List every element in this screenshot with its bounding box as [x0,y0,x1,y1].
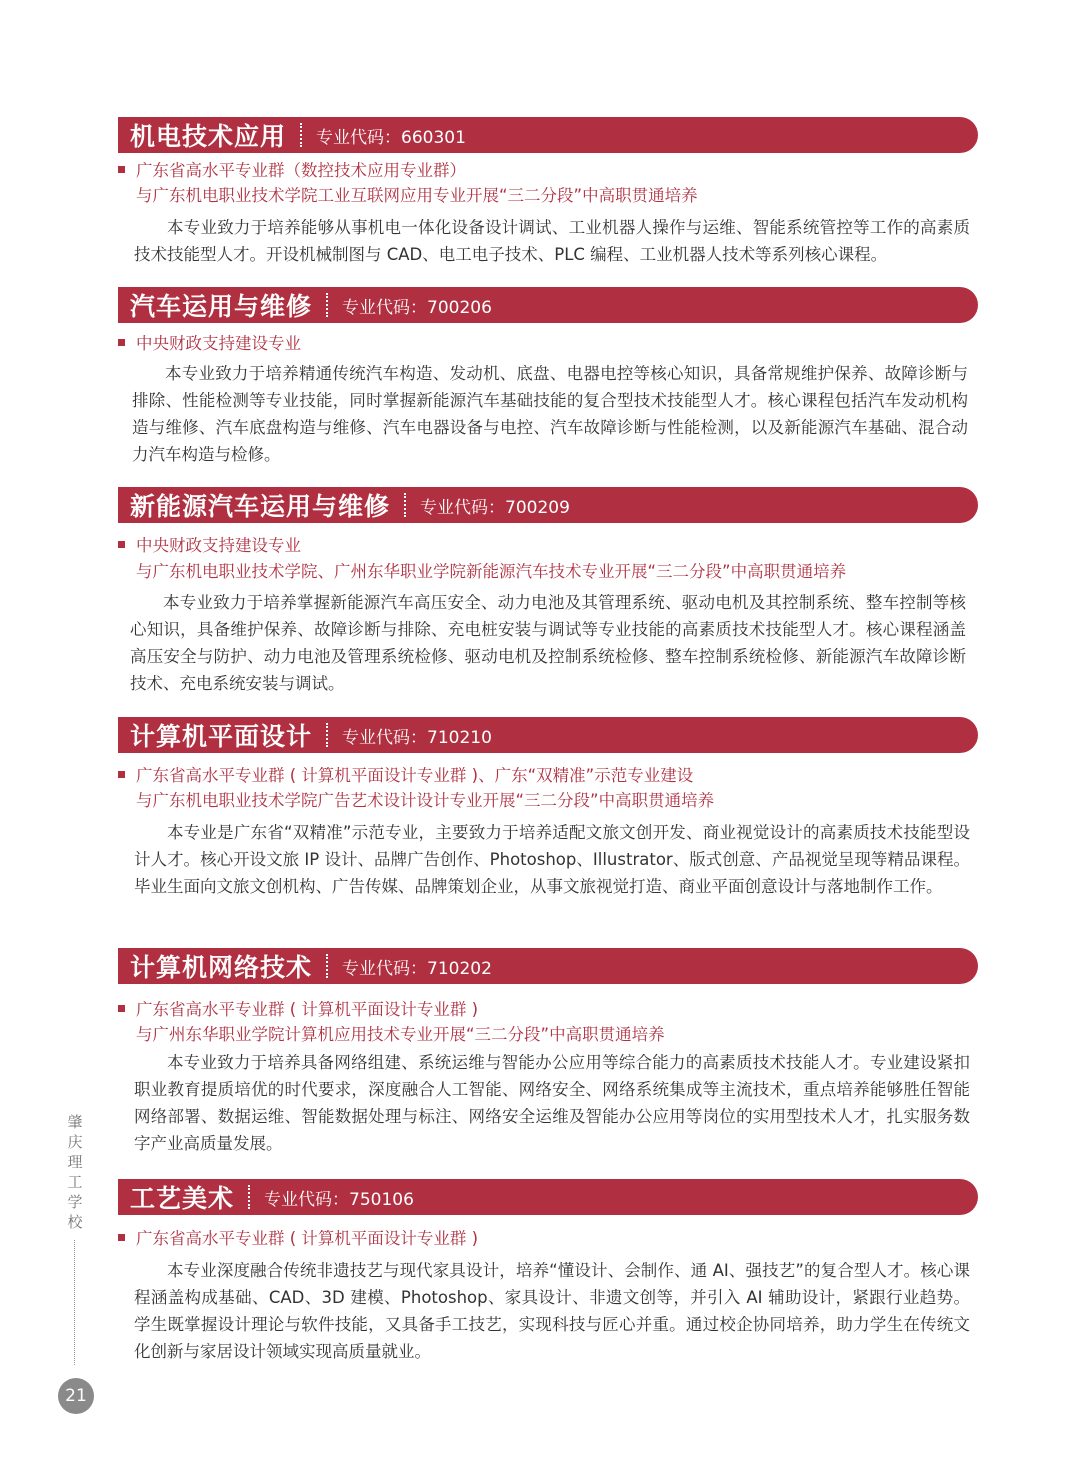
major-description: 本专业深度融合传统非遗技艺与现代家具设计，培养“懂设计、会制作、通 AI、强技艺”的复合型人才。核心课程涵盖构成基础、CAD、3D 建模、Photoshop、家具设计、非遗文创等，并引入 AI 辅助设计，紧跟行业趋势。学生既掌握设计理论与软件技能，又具备手工技艺，实现科技与匠心并重。通过校企协同培养，助力学生在传统文化创新与家居设计领域实现高质量就业。 [134,1261,970,1361]
major-code: 专业代码：660301 [316,127,466,148]
square-bullet-icon [118,541,125,548]
square-bullet-icon [118,339,125,346]
major-banner [118,287,978,323]
banner-separator [248,1185,250,1209]
major-banner [118,487,978,523]
major-subline: 与广东机电职业技术学院工业互联网应用专业开展“三二分段”中高职贯通培养 [136,186,698,205]
major-tag: 中央财政支持建设专业 [118,333,301,355]
square-bullet-icon [118,771,125,778]
square-bullet-icon [118,1234,125,1241]
major-tag: 广东省高水平专业群（数控技术应用专业群） [118,160,466,182]
major-banner [118,117,978,153]
major-code: 专业代码：750106 [264,1189,414,1210]
school-name-vertical: 肇庆理工学校 [67,1113,83,1231]
major-subline: 与广州东华职业学院计算机应用技术专业开展“三二分段”中高职贯通培养 [136,1025,665,1044]
major-title: 汽车运用与维修 [130,292,313,321]
square-bullet-icon [118,1005,125,1012]
major-tag: 广东省高水平专业群 ( 计算机平面设计专业群 ) [118,1228,478,1250]
major-banner [118,717,978,753]
major-banner [118,1179,978,1215]
major-description: 本专业致力于培养具备网络组建、系统运维与智能办公应用等综合能力的高素质技术技能人才。专业建设紧扣职业教育提质培优的时代要求，深度融合人工智能、网络安全、网络系统集成等主流技术，重点培养能够胜任智能网络部署、数据运维、智能数据处理与标注、网络安全运维及智能办公应用等岗位的实用型技术人才，扎实服务数字产业高质量发展。 [134,1053,970,1153]
major-description: 本专业致力于培养能够从事机电一体化设备设计调试、工业机器人操作与运维、智能系统管控等工作的高素质技术技能型人才。开设机械制图与 CAD、电工电子技术、PLC 编程、工业机器人技术等系列核心课程。 [134,218,970,264]
major-title: 计算机平面设计 [130,722,313,751]
page-number: 21 [58,1378,94,1414]
major-title: 新能源汽车运用与维修 [130,492,391,521]
side-divider [74,1240,75,1365]
banner-separator [404,493,406,517]
major-title: 工艺美术 [130,1184,235,1213]
major-subline: 与广东机电职业技术学院广告艺术设计设计专业开展“三二分段”中高职贯通培养 [136,791,715,810]
major-description: 本专业是广东省“双精准”示范专业，主要致力于培养适配文旅文创开发、商业视觉设计的高素质技术技能型设计人才。核心开设文旅 IP 设计、品牌广告创作、Photoshop、Illustrator、版式创意、产品视觉呈现等精品课程。毕业生面向文旅文创机构、广告传媒、品牌策划企业，从事文旅视觉打造、商业平面创意设计与落地制作工作。 [134,823,970,896]
square-bullet-icon [118,166,125,173]
major-subline: 与广东机电职业技术学院、广州东华职业学院新能源汽车技术专业开展“三二分段”中高职贯通培养 [136,562,847,581]
major-code: 专业代码：700209 [420,497,570,518]
major-code: 专业代码：710210 [342,727,492,748]
major-code: 专业代码：700206 [342,297,492,318]
major-code: 专业代码：710202 [342,958,492,979]
banner-separator [326,723,328,747]
major-description: 本专业致力于培养精通传统汽车构造、发动机、底盘、电器电控等核心知识，具备常规维护保养、故障诊断与排除、性能检测等专业技能，同时掌握新能源汽车基础技能的复合型技术技能型人才。核心课程包括汽车发动机构造与维修、汽车底盘构造与维修、汽车电器设备与电控、汽车故障诊断与性能检测，以及新能源汽车基础、混合动力汽车构造与检修。 [132,364,968,464]
major-title: 机电技术应用 [130,122,287,151]
major-tag: 广东省高水平专业群 ( 计算机平面设计专业群 ) [118,999,478,1021]
banner-separator [326,954,328,978]
banner-separator [300,123,302,147]
major-title: 计算机网络技术 [130,953,313,982]
banner-separator [326,293,328,317]
major-tag: 中央财政支持建设专业 [118,535,301,557]
major-description: 本专业致力于培养掌握新能源汽车高压安全、动力电池及其管理系统、驱动电机及其控制系统、整车控制等核心知识，具备维护保养、故障诊断与排除、充电桩安装与调试等专业技能的高素质技术技能型人才。核心课程涵盖高压安全与防护、动力电池及管理系统检修、驱动电机及控制系统检修、整车控制系统检修、新能源汽车故障诊断技术、充电系统安装与调试。 [130,593,966,693]
major-banner [118,948,978,984]
major-tag: 广东省高水平专业群 ( 计算机平面设计专业群 )、广东“双精准”示范专业建设 [118,765,693,787]
